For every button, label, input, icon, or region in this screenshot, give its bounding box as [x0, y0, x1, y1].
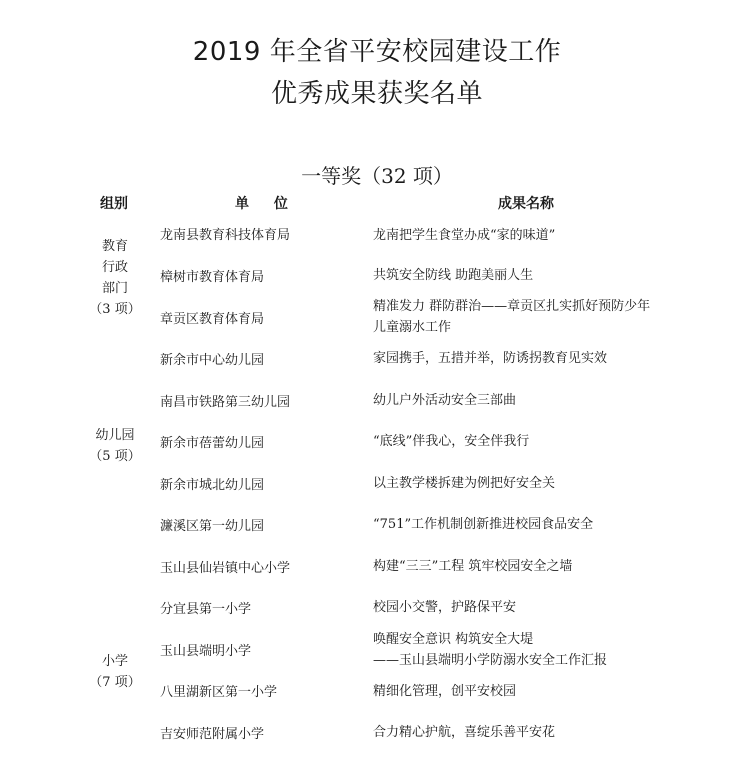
group-label-line: 幼儿园 — [95, 428, 135, 443]
group-label-kindergarten — [85, 425, 145, 467]
table-row-achievement-name-continued: 儿童溺水工作 — [373, 320, 452, 335]
table-row-unit: 新余市蓓蕾幼儿园 — [160, 436, 265, 451]
group-label-line: 教育 — [101, 239, 128, 254]
table-row-unit: 新余市中心幼儿园 — [160, 353, 265, 368]
document-title-line-2: 优秀成果获奖名单 — [270, 79, 483, 109]
table-row-unit: 吉安师范附属小学 — [160, 727, 265, 742]
table-row-unit: 玉山县端明小学 — [160, 644, 252, 659]
group-label-count: （3 项） — [89, 302, 141, 317]
table-row-achievement-name: 合力精心护航，喜绽乐善平安花 — [373, 725, 556, 740]
group-label-primary-school — [85, 651, 145, 693]
group-label-line: 行政 — [101, 260, 128, 275]
table-row-achievement-name-continued: ——玉山县端明小学防溺水安全工作汇报 — [373, 653, 608, 668]
table-row-achievement-name: 精准发力 群防群治——章贡区扎实抓好预防少年 — [373, 299, 651, 314]
column-header-unit: 单 位 — [235, 196, 298, 212]
table-row-unit: 龙南县教育科技体育局 — [160, 228, 291, 243]
table-row-achievement-name: “底线”伴我心，安全伴我行 — [373, 434, 530, 449]
table-row-achievement-name: 精细化管理，创平安校园 — [373, 684, 517, 699]
table-row-achievement-name: 构建“三三”工程 筑牢校园安全之墙 — [373, 559, 573, 574]
group-label-count: （5 项） — [89, 449, 141, 464]
group-label-line: 小学 — [101, 654, 128, 669]
table-row-unit: 玉山县仙岩镇中心小学 — [160, 561, 291, 576]
group-label-education-admin — [85, 236, 145, 320]
column-header-group: 组别 — [100, 196, 128, 212]
group-label-line: 部门 — [101, 281, 128, 296]
table-row-achievement-name: 校园小交警，护路保平安 — [373, 600, 517, 615]
table-row-achievement-name: 以主教学楼拆建为例把好安全关 — [373, 476, 556, 491]
table-row-achievement-name: 唤醒安全意识 构筑安全大堤 — [373, 632, 534, 647]
table-row-unit: 新余市城北幼儿园 — [160, 478, 265, 493]
table-row-achievement-name: 共筑安全防线 助跑美丽人生 — [373, 268, 534, 283]
table-row-unit: 分宜县第一小学 — [160, 602, 252, 617]
table-row-achievement-name: 龙南把学生食堂办成“家的味道” — [373, 228, 556, 243]
table-row-unit: 濂溪区第一幼儿园 — [160, 519, 265, 534]
table-row-achievement-name: “751”工作机制创新推进校园食品安全 — [373, 517, 594, 532]
table-row-achievement-name: 家园携手，五措并举，防诱拐教育见实效 — [373, 351, 608, 366]
group-label-count: （7 项） — [89, 675, 141, 690]
table-row-unit: 樟树市教育体育局 — [160, 270, 265, 285]
column-header-achievement-name: 成果名称 — [498, 196, 554, 212]
table-row-unit: 八里湖新区第一小学 — [160, 685, 278, 700]
table-row-unit: 章贡区教育体育局 — [160, 312, 265, 327]
document-title-line-1: 2019 年全省平安校园建设工作 — [192, 37, 562, 67]
table-row-unit: 南昌市铁路第三幼儿园 — [160, 395, 291, 410]
table-row-achievement-name: 幼儿户外活动安全三部曲 — [373, 393, 517, 408]
section-heading-first-prize: 一等奖（32 项） — [301, 164, 453, 188]
